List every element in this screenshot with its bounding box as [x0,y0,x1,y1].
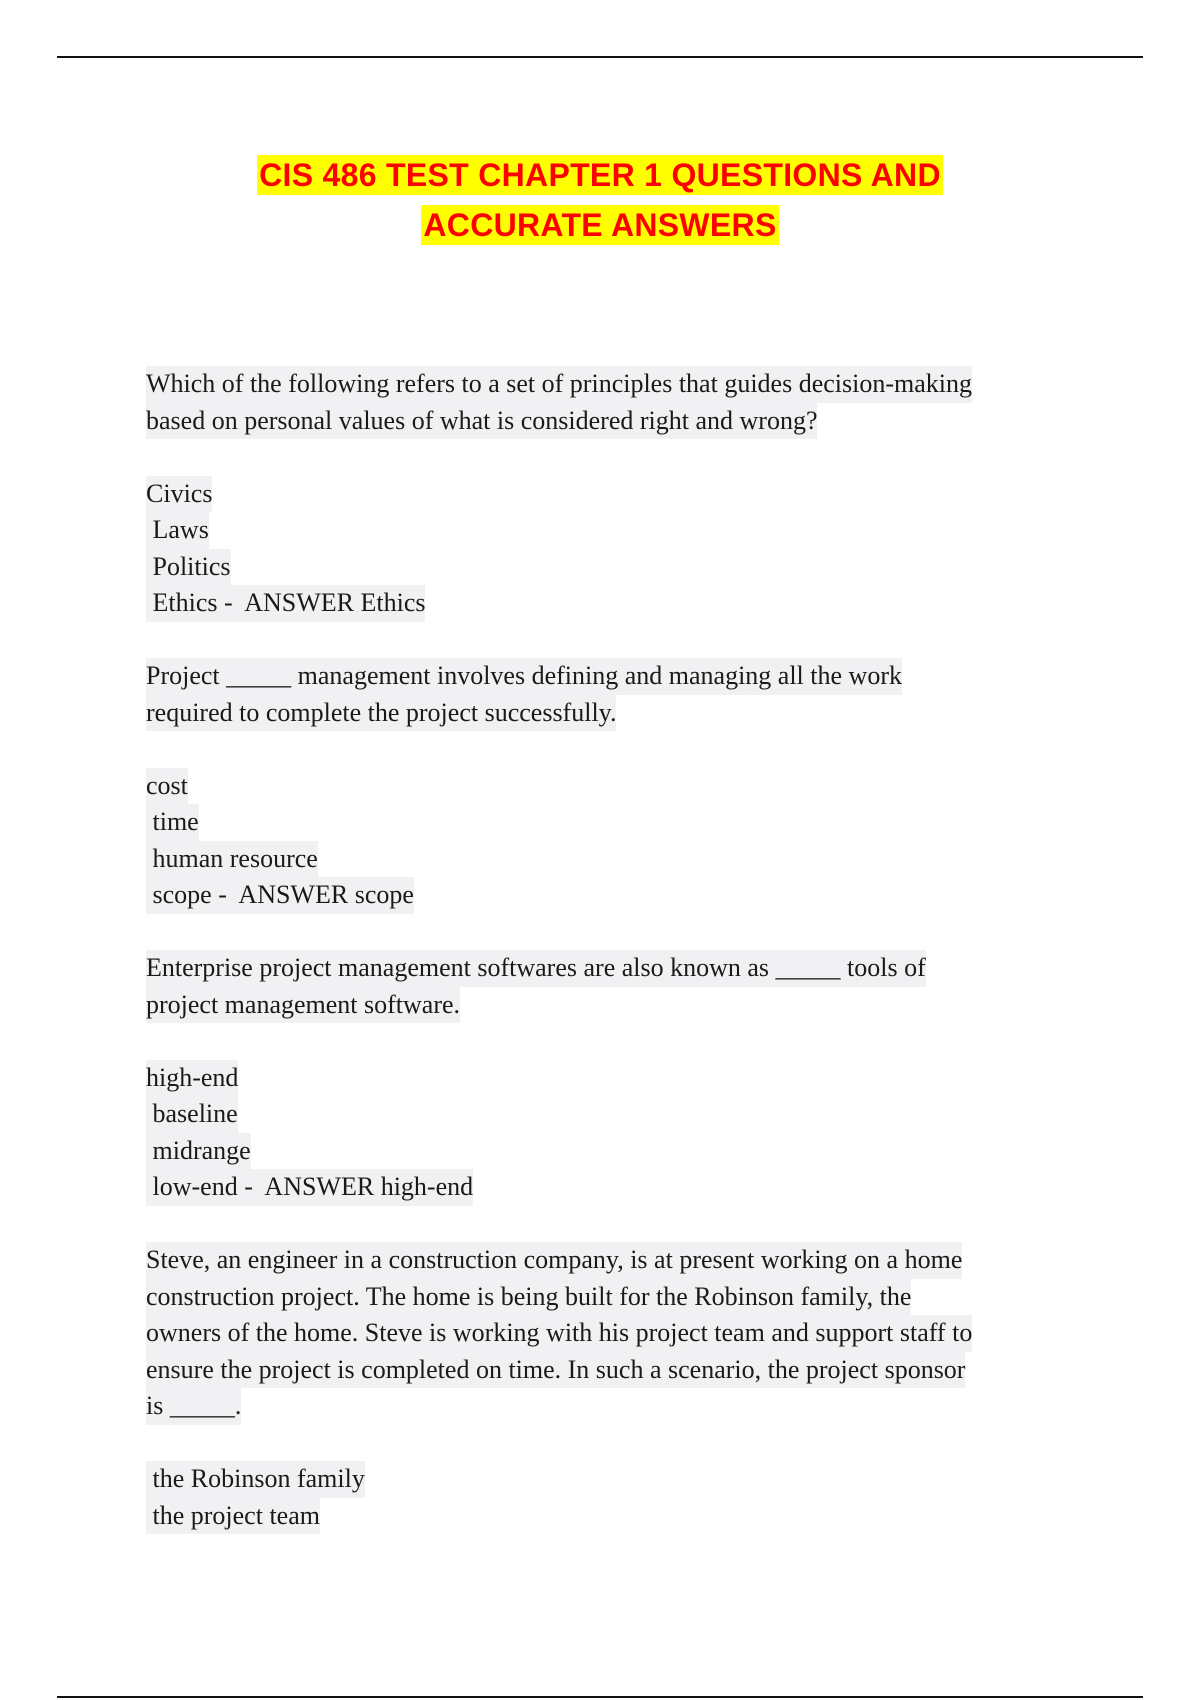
question-text-line: required to complete the project successfully. [146,695,616,732]
title-line-1: CIS 486 TEST CHAPTER 1 QUESTIONS AND [259,157,941,193]
question-text-line: Project _____ management involves defining and managing all the work [146,658,902,695]
answer-option: high-end [146,1060,238,1097]
question-text-line: ensure the project is completed on time. In such a scenario, the project sponsor [146,1352,965,1389]
header-rule [57,56,1143,58]
answer-option: time [146,804,199,841]
question-text-line: project management software. [146,987,460,1024]
question-block [146,1242,1066,1534]
question-text-line: Enterprise project management softwares are also known as _____ tools of [146,950,926,987]
answer-option: the Robinson family [146,1461,365,1498]
question-text-line: owners of the home. Steve is working with his project team and support staff to [146,1315,972,1352]
answer-option: cost [146,768,188,805]
question-text-line: Steve, an engineer in a construction company, is at present working on a home [146,1242,962,1279]
answer-option-with-answer: Ethics - ANSWER Ethics [146,585,425,622]
question-block [146,950,1066,1206]
answer-option-with-answer: scope - ANSWER scope [146,877,414,914]
answer-option: Laws [146,512,209,549]
question-block [146,658,1066,914]
question-text-line: Which of the following refers to a set of principles that guides decision-making [146,366,972,403]
answer-option: human resource [146,841,318,878]
footer-rule [57,1696,1143,1698]
answer-option: Politics [146,549,231,586]
answer-option: Civics [146,476,212,513]
answer-option: the project team [146,1498,320,1535]
answer-option-with-answer: low-end - ANSWER high-end [146,1169,473,1206]
document-body [146,366,1066,1534]
question-text-line: construction project. The home is being built for the Robinson family, the [146,1279,911,1316]
answer-option: baseline [146,1096,238,1133]
document-title [0,150,1200,250]
question-text-line: based on personal values of what is considered right and wrong? [146,403,817,440]
answer-option: midrange [146,1133,251,1170]
question-block [146,366,1066,622]
title-line-2: ACCURATE ANSWERS [423,207,777,243]
question-text-line: is _____. [146,1388,241,1425]
